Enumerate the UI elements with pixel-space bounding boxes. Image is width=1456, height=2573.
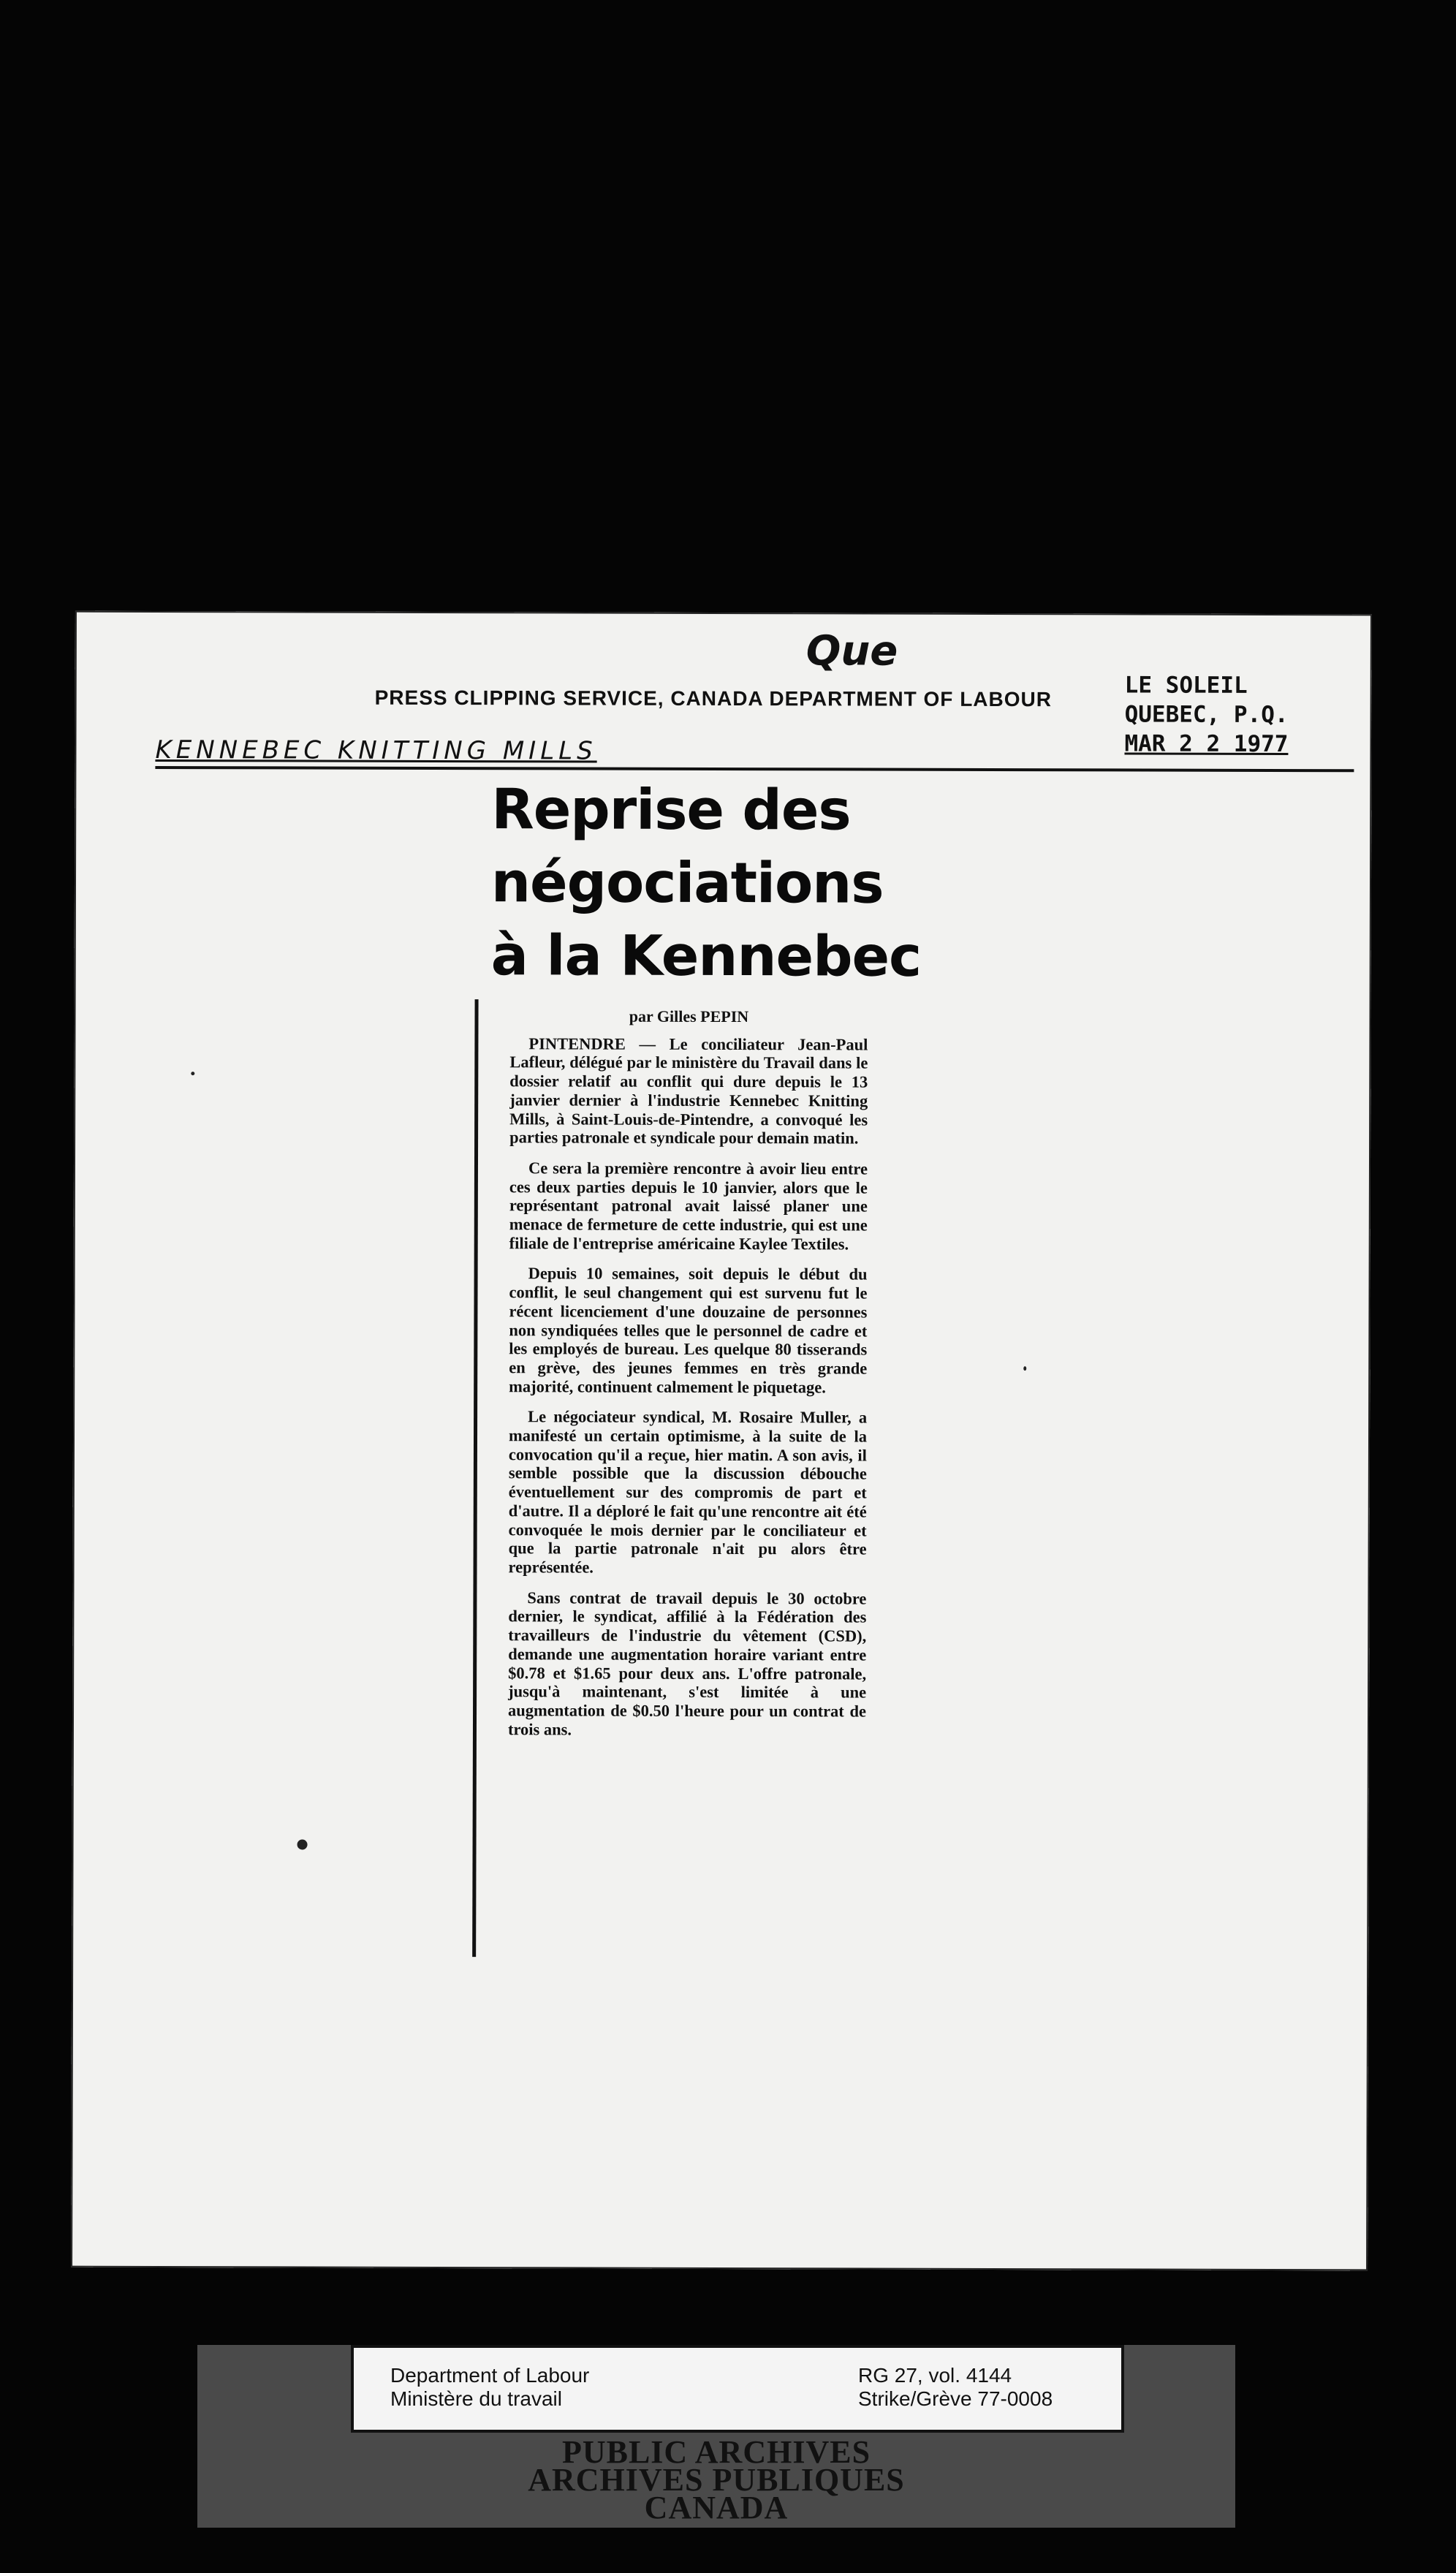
headline-line-3: à la Kennebec bbox=[490, 922, 922, 989]
paper-speck bbox=[297, 1839, 308, 1849]
archive-reference-strip bbox=[197, 2345, 1235, 2528]
newspaper-name: LE SOLEIL bbox=[1124, 672, 1248, 699]
stamp-line-1: PUBLIC ARCHIVES bbox=[561, 2434, 871, 2470]
header-divider bbox=[155, 766, 1354, 772]
strike-number: Strike/Grève 77-0008 bbox=[858, 2387, 1053, 2410]
paper-speck bbox=[1023, 1366, 1026, 1371]
article-paragraph: Sans contrat de travail depuis le 30 octobre dernier, le syndicat, affilié à la Fédération des travailleurs de l'industrie du vêtement (CSD), demande une augmentation horaire variant entre $0.78 et $1.65 pour deux ans. L'offre patronale, jusqu'à maintenant, s'est limitée à une augmentation de $0.50 l'heure pour un contrat de trois ans. bbox=[507, 1588, 867, 1739]
public-archives-stamp bbox=[519, 2434, 914, 2525]
department-french: Ministère du travail bbox=[390, 2387, 562, 2410]
newspaper-location: QUEBEC, P.Q. bbox=[1124, 701, 1289, 729]
article-paragraph: PINTENDRE — Le conciliateur Jean-Paul Lafleur, délégué par le ministère du Travail dans le dossier relatif au conflit qui dure depuis le 13 janvier dernier à l'industrie Kennebec Knitting Mills, à Saint-Louis-de-Pintendre, a convoqué les parties patronale et syndicale pour demain matin. bbox=[509, 1034, 868, 1148]
article-paragraph: Ce sera la première rencontre à avoir lieu entre ces deux parties depuis le 10 janvier, alors que le représentant patronal avait laissé planer une menace de fermeture de cette industrie, qui est une filiale de l'entreprise américaine Kaylee Textiles. bbox=[509, 1159, 868, 1254]
press-clipping-header: PRESS CLIPPING SERVICE, CANADA DEPARTMENT OF LABOUR bbox=[374, 686, 1053, 711]
stamp-line-3: CANADA bbox=[644, 2490, 789, 2525]
stamp-line-2: ARCHIVES PUBLIQUES bbox=[528, 2462, 905, 2498]
paper-speck bbox=[191, 1072, 194, 1075]
record-group-volume: RG 27, vol. 4144 bbox=[858, 2364, 1012, 2387]
article-headline bbox=[491, 773, 1004, 993]
source-date-stamp bbox=[1124, 670, 1288, 759]
archive-label bbox=[351, 2345, 1124, 2433]
headline-line-1: Reprise des bbox=[491, 776, 851, 843]
clipping-sheet bbox=[71, 611, 1372, 2271]
handwritten-company-note: KENNEBEC KNITTING MILLS bbox=[155, 735, 597, 766]
department-names bbox=[390, 2364, 589, 2411]
column-margin-rule bbox=[472, 999, 478, 1957]
handwritten-que-note: Que bbox=[805, 627, 898, 675]
headline-line-2: négociations bbox=[490, 849, 884, 916]
byline: par Gilles PEPIN bbox=[629, 1007, 749, 1026]
article-paragraph: Le négociateur syndical, M. Rosaire Muller, a manifesté un certain optimisme, à la suite de la convocation qu'il a reçue, hier matin. A son avis, il semble possible que la discussion débouche éventuellement sur des compromis de part et d'autre. Il a déploré le fait qu'une rencontre ait été convoquée le mois dernier par le conciliateur et que la partie patronale n'ait pu alors être représentée. bbox=[508, 1407, 868, 1577]
clipping-date: MAR 2 2 1977 bbox=[1124, 730, 1289, 758]
article-body bbox=[508, 1007, 868, 1751]
record-reference bbox=[858, 2364, 1053, 2411]
article-paragraph: Depuis 10 semaines, soit depuis le début du conflit, le seul changement qui est survenu fut le récent licenciement d'une douzaine de personnes non syndiquées telles que le personnel de cadre et les employés de bureau. Les quelque 80 tisserands en grève, des jeunes femmes en très grande majorité, continuent calmement le piquetage. bbox=[509, 1264, 868, 1397]
department-english: Department of Labour bbox=[390, 2364, 590, 2387]
